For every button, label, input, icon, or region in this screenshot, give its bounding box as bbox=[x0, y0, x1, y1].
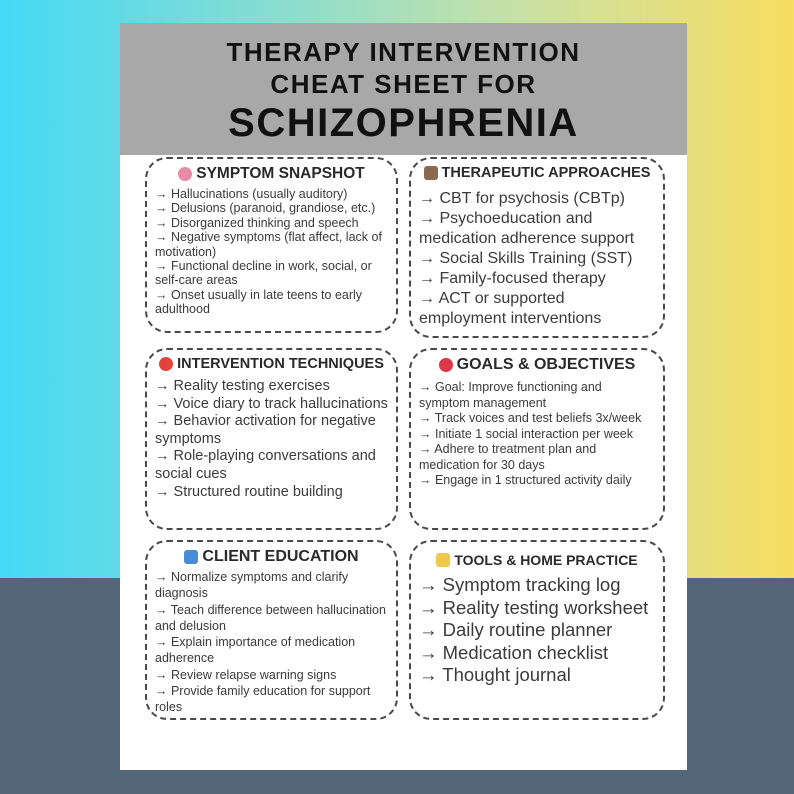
list-item: → Thought journal bbox=[419, 664, 571, 686]
tools-home-practice-card bbox=[409, 540, 665, 720]
memo-icon bbox=[436, 553, 450, 567]
list-item: → Adhere to treatment plan and medication for 30 days bbox=[419, 442, 597, 472]
item-list bbox=[155, 569, 388, 716]
list-item: → Reality testing worksheet bbox=[419, 596, 649, 618]
list-item: → Hallucinations (usually auditory) bbox=[155, 187, 348, 201]
list-item: → Family-focused therapy bbox=[419, 270, 606, 287]
list-item: → Delusions (paranoid, grandiose, etc.) bbox=[155, 201, 376, 216]
list-item: → Track voices and test beliefs 3x/week bbox=[419, 411, 642, 425]
list-item: → Medication checklist bbox=[419, 641, 609, 663]
list-item: → Behavior activation for negative symptoms bbox=[155, 413, 376, 447]
list-item: → Structured routine building bbox=[155, 483, 343, 500]
card-title: THERAPEUTIC APPROACHES bbox=[441, 165, 651, 181]
list-item: → Negative symptoms (flat affect, lack of motivation) bbox=[155, 230, 382, 259]
list-item: → Reality testing exercises bbox=[155, 378, 330, 394]
symptom-snapshot-card bbox=[145, 157, 398, 333]
books-icon bbox=[184, 550, 198, 564]
list-item: → Provide family education for support roles bbox=[155, 684, 371, 715]
list-item: → Social Skills Training (SST) bbox=[419, 250, 633, 267]
item-list bbox=[419, 189, 655, 329]
list-item: → CBT for psychosis (CBTp) bbox=[419, 190, 625, 207]
pushpin-icon bbox=[439, 358, 453, 372]
list-item: → Engage in 1 structured activity daily bbox=[419, 473, 632, 487]
header-banner bbox=[120, 23, 687, 155]
title-line-3: SCHIZOPHRENIA bbox=[228, 101, 579, 145]
title-line-1: THERAPY INTERVENTION bbox=[226, 37, 581, 67]
card-title: INTERVENTION TECHNIQUES bbox=[177, 356, 384, 372]
card-title: TOOLS & HOME PRACTICE bbox=[454, 552, 638, 568]
list-item: → Explain importance of medication adherence bbox=[155, 635, 356, 666]
goals-objectives-card bbox=[409, 348, 665, 530]
list-item: → Onset usually in late teens to early adulthood bbox=[155, 287, 363, 317]
brain-icon bbox=[178, 167, 192, 181]
list-item: → Psychoeducation and medication adherence support bbox=[419, 210, 635, 247]
list-item: → Teach difference between hallucination and delusion bbox=[155, 602, 386, 633]
item-list bbox=[155, 378, 388, 501]
item-list bbox=[155, 187, 388, 317]
item-list bbox=[419, 380, 655, 489]
list-item: → ACT or supported employment interventions bbox=[419, 290, 602, 327]
card-title: GOALS & OBJECTIVES bbox=[456, 356, 636, 373]
card-title: CLIENT EDUCATION bbox=[202, 548, 359, 565]
list-item: → Initiate 1 social interaction per week bbox=[419, 426, 633, 441]
list-item: → Disorganized thinking and speech bbox=[155, 215, 359, 230]
hammer-wrench-icon bbox=[424, 166, 438, 180]
therapeutic-approaches-card bbox=[409, 157, 665, 338]
list-item: → Role-playing conversations and social cues bbox=[155, 448, 376, 482]
card-title: SYMPTOM SNAPSHOT bbox=[196, 165, 365, 182]
client-education-card bbox=[145, 540, 398, 720]
list-item: → Review relapse warning signs bbox=[155, 667, 337, 682]
item-list bbox=[419, 574, 655, 687]
cheat-sheet-page bbox=[120, 23, 687, 770]
list-item: → Symptom tracking log bbox=[419, 574, 621, 595]
list-item: → Voice diary to track hallucinations bbox=[155, 395, 388, 412]
list-item: → Goal: Improve functioning and symptom management bbox=[419, 380, 602, 410]
list-item: → Functional decline in work, social, or self-care areas bbox=[155, 259, 372, 288]
intervention-techniques-card bbox=[145, 348, 398, 530]
title-line-2: CHEAT SHEET FOR bbox=[270, 69, 537, 99]
target-icon bbox=[159, 357, 173, 371]
list-item: → Normalize symptoms and clarify diagnosis bbox=[155, 570, 349, 601]
list-item: → Daily routine planner bbox=[419, 619, 613, 641]
